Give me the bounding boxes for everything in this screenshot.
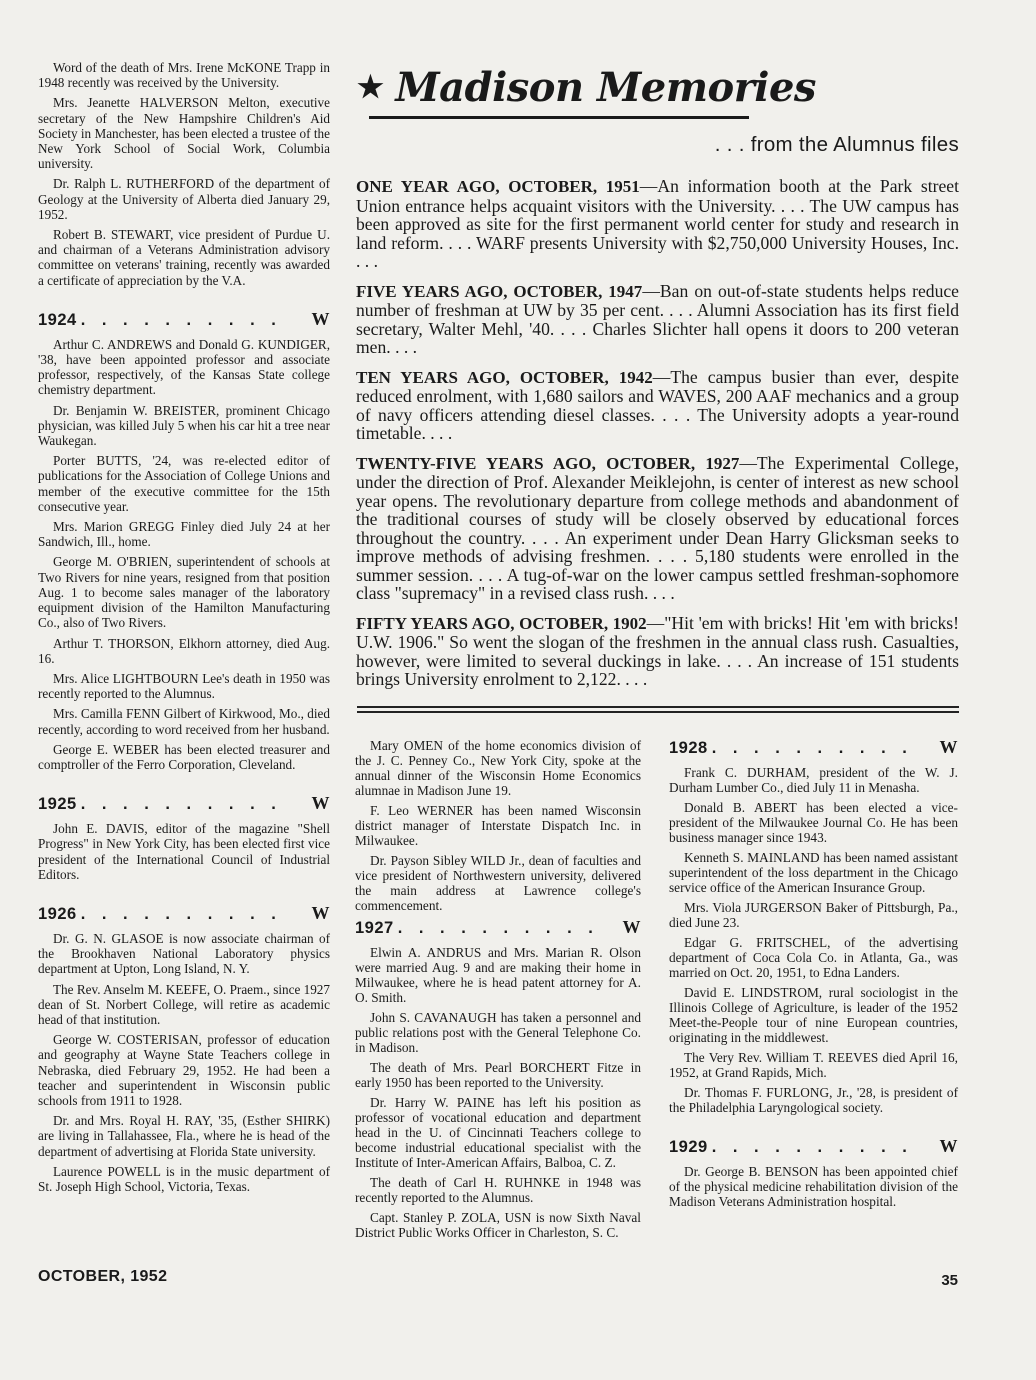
feature-section bbox=[356, 177, 959, 700]
news-item: John E. DAVIS, editor of the magazine "Shell Progress" in New York City, has been elected first vice president of the International Council of Industrial Editors. bbox=[38, 821, 330, 882]
class-year: 1929 bbox=[669, 1138, 708, 1156]
news-item: Donald B. ABERT has been elected a vice-president of the Milwaukee Journal Co. He has been business manager since 1943. bbox=[669, 800, 958, 845]
class-year: 1924 bbox=[38, 310, 77, 329]
news-item: Robert B. STEWART, vice president of Purdue U. and chairman of a Veterans Administration advisory committee on veterans' training, recently was awarded a certificate of appreciation by the V.A. bbox=[38, 227, 330, 288]
class-year: 1926 bbox=[38, 904, 77, 923]
class-heading-1927 bbox=[355, 918, 641, 937]
right-column bbox=[669, 738, 958, 1214]
news-item: The death of Mrs. Pearl BORCHERT Fitze in early 1950 has been reported to the University. bbox=[355, 1060, 641, 1090]
news-item: Word of the death of Mrs. Irene McKONE Trapp in 1948 recently was received by the University. bbox=[38, 60, 330, 91]
masthead-title: Madison Memories bbox=[395, 64, 816, 111]
feature-lead: FIFTY YEARS AGO, OCTOBER, 1902 bbox=[356, 613, 647, 633]
class-heading-1928 bbox=[669, 738, 958, 757]
leader-dots: . . . . . . . . . . bbox=[80, 795, 282, 814]
news-item: Mrs. Alice LIGHTBOURN Lee's death in 1950 was recently reported to the Alumnus. bbox=[38, 670, 330, 702]
news-item: Mrs. Camilla FENN Gilbert of Kirkwood, Mo., died recently, according to word received from her husband. bbox=[38, 706, 330, 737]
page-number: 35 bbox=[941, 1272, 958, 1289]
news-item: The Rev. Anselm M. KEEFE, O. Praem., since 1927 dean of St. Norbert College, will retire as academic head of that institution. bbox=[38, 981, 330, 1027]
class-w: W bbox=[622, 917, 641, 937]
news-item: Mary OMEN of the home economics division of the J. C. Penney Co., New York City, spoke at the annual dinner of the Wisconsin Home Economics alumnae in Madison June 19. bbox=[355, 738, 641, 798]
news-item: Dr. G. N. GLASOE is now associate chairman of the Brookhaven National Laboratory physics department at Upton, Long Island, N. Y. bbox=[38, 930, 330, 977]
section-divider bbox=[357, 706, 959, 716]
class-year: 1927 bbox=[355, 919, 394, 937]
feature-lead: TEN YEARS AGO, OCTOBER, 1942 bbox=[356, 367, 653, 387]
news-item: The Very Rev. William T. REEVES died April 16, 1952, at Grand Rapids, Mich. bbox=[669, 1050, 958, 1080]
class-w: W bbox=[939, 1136, 958, 1156]
news-item: Capt. Stanley P. ZOLA, USN is now Sixth Naval District Public Works Officer in Charleston, S. C. bbox=[355, 1210, 641, 1240]
news-item: Dr. Payson Sibley WILD Jr., dean of faculties and vice president of Northwestern university, delivered the main address at Lawrence college's commencement. bbox=[355, 853, 641, 913]
leader-dots: . . . . . . . . . . bbox=[397, 919, 599, 937]
news-item: Elwin A. ANDRUS and Mrs. Marian R. Olson were married Aug. 9 and are making their home in Milwaukee, where he is head patent attorney for A. O. Smith. bbox=[355, 945, 641, 1005]
news-item: Dr. Benjamin W. BREISTER, prominent Chicago physician, was killed July 5 when his car hit a tree near Waukegan. bbox=[38, 402, 330, 449]
leader-dots: . . . . . . . . . . bbox=[80, 310, 282, 329]
feature-paragraph bbox=[356, 368, 959, 443]
news-item: Kenneth S. MAINLAND has been named assistant superintendent of the loss department in the Chicago service office of the American Insurance Group. bbox=[669, 850, 958, 895]
feature-paragraph bbox=[356, 282, 959, 357]
news-item: George W. COSTERISAN, professor of education and geography at Wayne State Teachers college in Nebraska, died February 29, 1952. He had been a teacher and superintendent in Wisconsin public schools from 1911 to 1928. bbox=[38, 1032, 330, 1108]
leader-dots: . . . . . . . . . . bbox=[80, 904, 282, 923]
class-heading-1925 bbox=[38, 794, 330, 813]
feature-paragraph bbox=[356, 454, 959, 603]
class-w: W bbox=[311, 902, 330, 923]
news-item: Porter BUTTS, '24, was re-elected editor of publications for the Association of College Unions and member of the executive committee for the 15th consecutive year. bbox=[38, 453, 330, 514]
class-year: 1928 bbox=[669, 739, 708, 757]
masthead-title-row bbox=[357, 66, 959, 110]
news-item: John S. CAVANAUGH has taken a personnel and public relations post with the General Telephone Co. in Madison. bbox=[355, 1010, 641, 1055]
class-year: 1925 bbox=[38, 795, 77, 814]
news-item: Dr. Ralph L. RUTHERFORD of the department of Geology at the University of Alberta died January 29, 1952. bbox=[38, 176, 330, 222]
leader-dots: . . . . . . . . . . bbox=[711, 1138, 913, 1156]
feature-text: —The campus busier than ever, despite reduced enrolment, with 1,680 sailors and WAVES, 200 AAF mechanics and a group of navy officers attending diesel classes. . . . The University adopts a year-round timetable. . . . bbox=[356, 366, 959, 443]
star-icon: ★ bbox=[357, 70, 384, 105]
masthead-rule bbox=[369, 116, 749, 119]
news-item: Mrs. Jeanette HALVERSON Melton, executive secretary of the New Hampshire Children's Aid Society in Manchester, has been elected a trustee of the New York School of Social Work, Columbia university. bbox=[38, 95, 330, 172]
issue-date: OCTOBER, 1952 bbox=[38, 1268, 168, 1285]
feature-paragraph bbox=[356, 614, 959, 689]
news-item: Frank C. DURHAM, president of the W. J. Durham Lumber Co., died July 11 in Menasha. bbox=[669, 765, 958, 795]
news-item: Dr. Harry W. PAINE has left his position as professor of vocational education and department head in the U. of Cincinnati Teachers college to become industrial educational specialist with the Institute of Inter-American Affairs, Balboa, C. Z. bbox=[355, 1095, 641, 1170]
leader-dots: . . . . . . . . . . bbox=[711, 739, 913, 757]
masthead bbox=[357, 64, 959, 156]
news-item: Laurence POWELL is in the music department of St. Joseph High School, Victoria, Texas. bbox=[38, 1163, 330, 1194]
news-item: Mrs. Marion GREGG Finley died July 24 at her Sandwich, Ill., home. bbox=[38, 519, 330, 550]
left-column bbox=[38, 60, 330, 1199]
feature-text: —The Experimental College, under the direction of Prof. Alexander Meiklejohn, is center of interest as new school year opens. The revolutionary departure from college methods and abandonment of the traditional courses of study will be closely observed by educational forces throughout the country. . . . An experiment under Dean Harry Glicksman seeks to improve methods of advising freshmen. . . . 5,180 students were enrolled in the summer session. . . . A tug-of-war on the lower campus settled freshman-sophomore class "supremacy" in a revised class rush. . . . bbox=[356, 452, 959, 603]
news-item: Mrs. Viola JURGERSON Baker of Pittsburgh, Pa., died June 23. bbox=[669, 900, 958, 930]
feature-lead: ONE YEAR AGO, OCTOBER, 1951 bbox=[356, 177, 640, 196]
news-item: George M. O'BRIEN, superintendent of schools at Two Rivers for nine years, resigned from that position Aug. 1 to become sales manager of the laboratory equipment division of the Hamilton Manufacturing Co., also of Two Rivers. bbox=[38, 554, 330, 631]
feature-text: —An information booth at the Park street Union entrance helps acquaint visitors with the University. . . . The UW campus has been approved as site for the first permanent world center for study and research in land reform. . . . WARF presents University with $2,750,000 University Houses, Inc. . . . bbox=[356, 176, 960, 271]
news-item: F. Leo WERNER has been named Wisconsin district manager of Interstate Dispatch Inc. in Milwaukee. bbox=[355, 803, 641, 848]
class-heading-1929 bbox=[669, 1137, 958, 1156]
feature-text: —Ban on out-of-state students helps reduce number of freshman at UW by 35 per cent. . . . Alumni Association has its first field secretary, Walter Mehl, '40. . . . Charles Slichter hall opens it doors to 200 veteran men. . . . bbox=[356, 280, 959, 357]
class-w: W bbox=[311, 308, 330, 329]
class-w: W bbox=[311, 793, 330, 814]
middle-column bbox=[355, 738, 641, 1245]
feature-paragraph bbox=[356, 177, 959, 271]
news-item: Edgar G. FRITSCHEL, of the advertising department of Coca Cola Co. in Atlanta, Ga., was married on Oct. 20, 1951, to Edna Landers. bbox=[669, 935, 958, 980]
feature-lead: FIVE YEARS AGO, OCTOBER, 1947 bbox=[356, 281, 643, 301]
news-item: Dr. George B. BENSON has been appointed chief of the physical medicine rehabilitation division of the Madison Veterans Administration hospital. bbox=[669, 1164, 958, 1209]
news-item: Dr. Thomas F. FURLONG, Jr., '28, is president of the Philadelphia Laryngological society. bbox=[669, 1085, 958, 1115]
news-item: David E. LINDSTROM, rural sociologist in the Illinois College of Agriculture, is leader of the 1952 Meet-the-People tour of nine European countries, originating in the middlewest. bbox=[669, 985, 958, 1045]
class-w: W bbox=[939, 737, 958, 757]
feature-text: —"Hit 'em with bricks! Hit 'em with bricks! U.W. 1906." So went the slogan of the freshmen in the annual class rush. Casualties, however, were limited to several duckings in lake. . . . An increase of 151 students brings University enrolment to 2,122. . . . bbox=[356, 612, 960, 689]
masthead-subtitle: . . . from the Alumnus files bbox=[714, 133, 959, 156]
class-heading-1924 bbox=[38, 310, 330, 329]
class-heading-1926 bbox=[38, 904, 330, 923]
news-item: George E. WEBER has been elected treasurer and comptroller of the Ferro Corporation, Cleveland. bbox=[38, 741, 330, 772]
feature-lead: TWENTY-FIVE YEARS AGO, OCTOBER, 1927 bbox=[356, 453, 740, 473]
news-item: The death of Carl H. RUHNKE in 1948 was recently reported to the Alumnus. bbox=[355, 1175, 641, 1205]
news-item: Arthur T. THORSON, Elkhorn attorney, died Aug. 16. bbox=[38, 635, 330, 666]
news-item: Dr. and Mrs. Royal H. RAY, '35, (Esther SHIRK) are living in Tallahassee, Fla., where he is head of the department of advertising at Florida State university. bbox=[38, 1113, 330, 1159]
news-item: Arthur C. ANDREWS and Donald G. KUNDIGER, '38, have been appointed professor and associate professor, respectively, of the Kansas State college chemistry department. bbox=[38, 336, 330, 398]
